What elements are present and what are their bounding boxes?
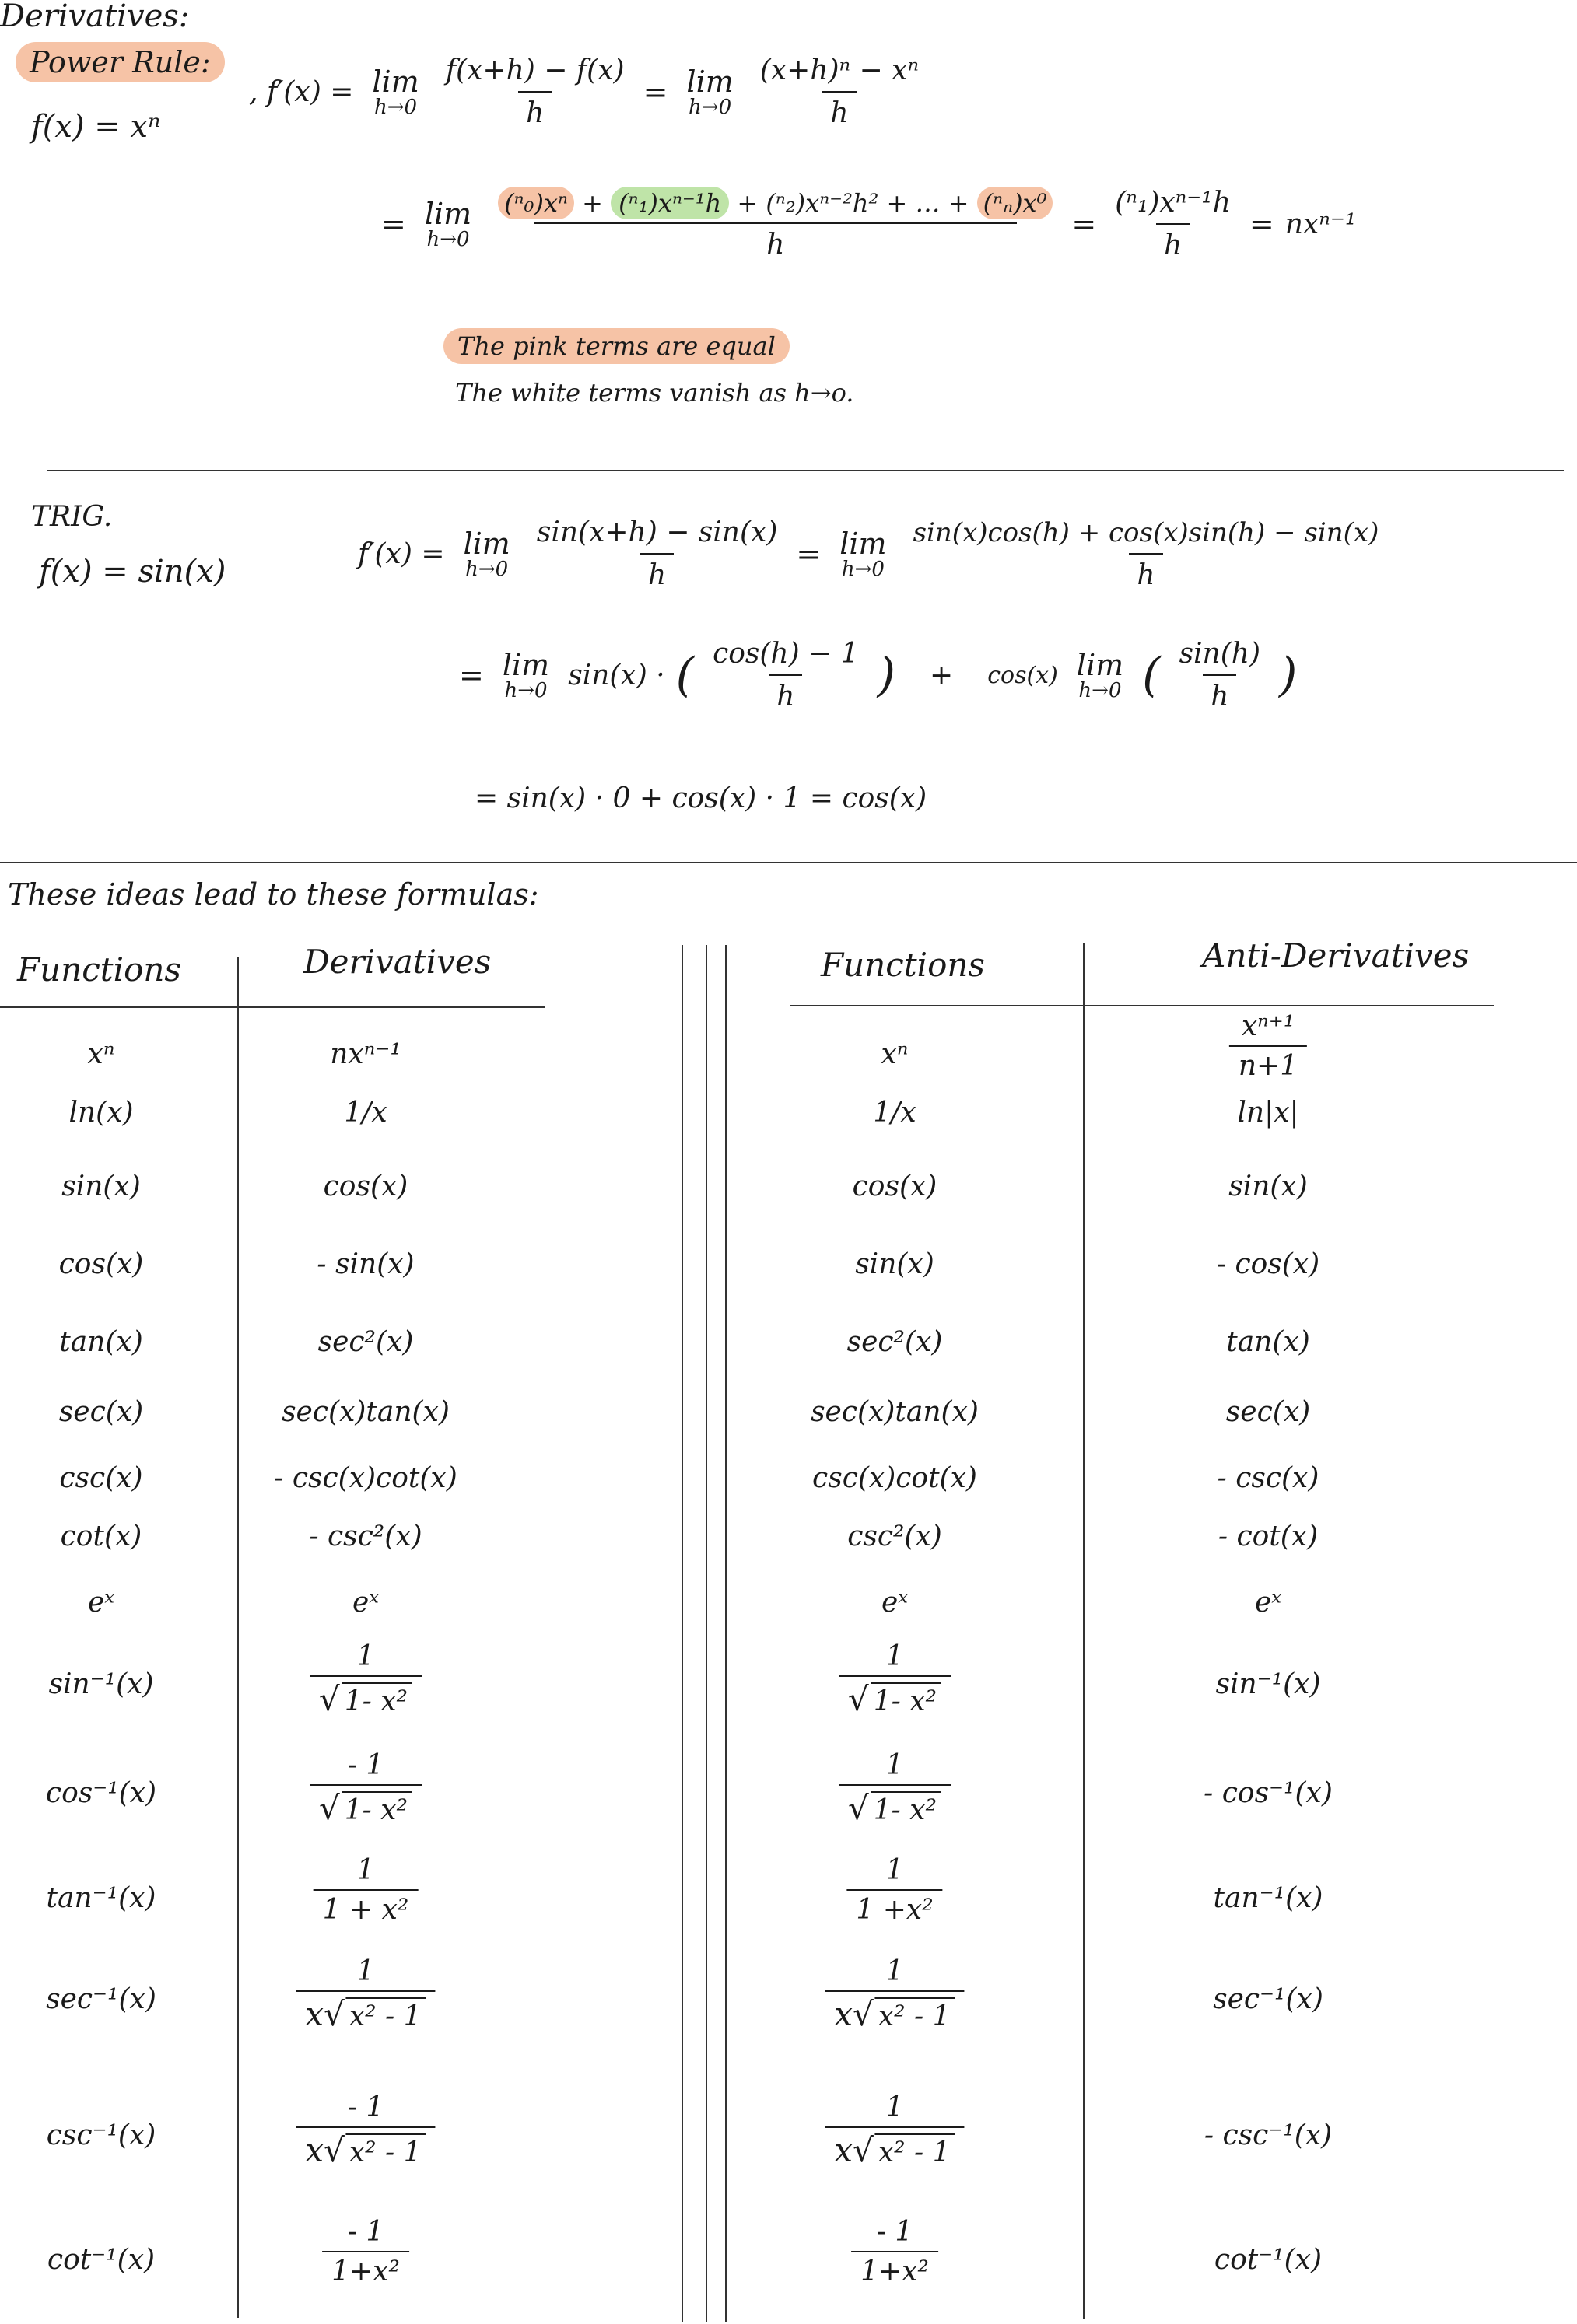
pink-term-2: (ⁿₙ)x⁰	[977, 187, 1053, 219]
left-function-cell: xⁿ	[87, 1038, 115, 1070]
left-derivative-cell-fraction	[296, 2091, 435, 2169]
left-derivative-cell-numerator: 1	[356, 1640, 375, 1672]
right-function-cell-radicand: 1- x²	[871, 1791, 941, 1826]
right-antiderivative-cell: sin⁻¹(x)	[1215, 1668, 1321, 1700]
left-derivative-cell-fraction	[310, 1640, 422, 1718]
left-function-cell: cot(x)	[60, 1521, 142, 1552]
limit-operator: lim h→0	[424, 197, 472, 251]
pink-term-1: (ⁿ₀)xⁿ	[498, 187, 574, 219]
left-derivative-cell-fraction	[314, 1854, 419, 1926]
limit-operator: lim h→0	[502, 648, 550, 702]
limit-operator: lim h→0	[839, 527, 887, 581]
right-antiderivative-cell: - csc⁻¹(x)	[1204, 2119, 1333, 2151]
left-derivative-cell-radicand: x² - 1	[346, 1997, 426, 2032]
left-column-rule	[237, 957, 239, 2318]
left-derivative-cell-radicand: x² - 1	[346, 2133, 426, 2168]
left-derivative-cell	[314, 1854, 419, 1926]
right-function-cell-denominator	[839, 1675, 951, 1718]
right-function-cell: csc(x)cot(x)	[812, 1462, 977, 1494]
right-antiderivative-cell	[1229, 1010, 1307, 1082]
trig-label: TRIG.	[31, 501, 113, 533]
left-derivative-cell: - sin(x)	[317, 1248, 415, 1280]
left-derivative-cell-numerator: 1	[356, 1854, 375, 1886]
right-function-cell	[839, 1749, 951, 1827]
sqrt-prefix: x√	[834, 2131, 874, 2169]
right-antiderivative-cell: sec(x)	[1225, 1396, 1311, 1428]
right-function-cell: 1/x	[873, 1097, 916, 1129]
right-function-cell-fraction	[846, 1854, 942, 1926]
left-derivative-cell-denominator	[310, 1784, 422, 1827]
right-function-cell: cos(x)	[852, 1171, 937, 1202]
white-term: (ⁿ₂)xⁿ⁻²h²	[766, 187, 879, 218]
right-antiderivative-cell: cot⁻¹(x)	[1214, 2244, 1323, 2276]
left-function-cell: sin(x)	[61, 1171, 141, 1202]
sqrt-prefix: x√	[305, 1995, 345, 2033]
left-derivative-cell-denominator	[296, 1990, 435, 2033]
left-header-rule	[0, 1006, 545, 1008]
sqrt-prefix: x√	[305, 2131, 345, 2169]
left-derivative-cell-numerator: 1	[356, 1955, 375, 1987]
right-function-cell-fraction	[825, 2091, 964, 2169]
sqrt-prefix: √	[847, 1789, 869, 1827]
right-function-cell-numerator: 1	[885, 1640, 904, 1672]
left-header-derivatives: Derivatives	[303, 943, 492, 981]
right-function-cell	[846, 1854, 942, 1926]
right-antiderivative-cell: - cos⁻¹(x)	[1204, 1777, 1333, 1809]
left-function-cell: tan⁻¹(x)	[46, 1882, 156, 1914]
binomial-expansion: = lim h→0 (ⁿ₀)xⁿ + (ⁿ₁)xⁿ⁻¹h + (ⁿ₂)xⁿ⁻²h² + … + (ⁿₙ)x⁰ h = $\frac{\text{(ⁿ₁)xⁿ⁻¹h}}{h}$ = nxⁿ⁻¹	[381, 187, 1357, 261]
left-function-cell: csc⁻¹(x)	[46, 2119, 156, 2151]
right-function-cell-fraction	[825, 1955, 964, 2033]
left-function-cell: ln(x)	[68, 1097, 134, 1129]
right-function-cell-denominator	[839, 1784, 951, 1827]
trig-result: = sin(x) · 0 + cos(x) · 1 = cos(x)	[475, 782, 927, 814]
center-rule	[706, 945, 707, 2322]
right-function-cell-denominator	[825, 1990, 964, 2033]
white-note: The white terms vanish as h→o.	[455, 378, 854, 408]
right-function-cell-radicand: x² - 1	[875, 1997, 955, 2032]
right-antiderivative-cell: tan(x)	[1226, 1326, 1310, 1358]
left-function-cell: eˣ	[87, 1587, 115, 1619]
right-function-cell: sec²(x)	[846, 1326, 943, 1358]
left-derivative-cell-radicand: 1- x²	[342, 1682, 412, 1717]
left-function-cell: cot⁻¹(x)	[47, 2244, 156, 2276]
divider	[47, 470, 1564, 471]
right-header-rule	[790, 1005, 1494, 1006]
reduced-quotient: $\frac{\text{(ⁿ₁)xⁿ⁻¹h}}{h}$	[1115, 187, 1231, 261]
right-function-cell: eˣ	[881, 1587, 909, 1619]
sqrt-prefix: √	[318, 1789, 340, 1827]
left-derivative-cell-fraction	[322, 2216, 409, 2287]
left-derivative-cell-numerator: - 1	[347, 1749, 384, 1781]
center-rule	[725, 945, 727, 2322]
trig-function: f(x) = sin(x)	[39, 554, 226, 590]
right-antiderivative-cell-fraction	[1229, 1010, 1307, 1082]
right-function-cell-fraction	[839, 1640, 951, 1718]
left-derivative-cell: 1/x	[344, 1097, 387, 1129]
limit-operator: lim h→0	[686, 65, 734, 119]
left-derivative-cell: eˣ	[352, 1587, 380, 1619]
right-antiderivative-cell-numerator: xⁿ⁺¹	[1241, 1010, 1295, 1042]
right-antiderivative-cell: sec⁻¹(x)	[1213, 1983, 1323, 2015]
right-antiderivative-cell: - cot(x)	[1218, 1521, 1319, 1552]
right-antiderivative-cell: tan⁻¹(x)	[1213, 1882, 1323, 1914]
left-derivative-cell: cos(x)	[323, 1171, 408, 1202]
left-derivative-cell: - csc²(x)	[309, 1521, 422, 1552]
left-derivative-cell-fraction	[296, 1955, 435, 2033]
left-derivative-cell	[310, 1749, 422, 1827]
power-rule-result: nxⁿ⁻¹	[1284, 208, 1357, 240]
limit-operator: lim h→0	[372, 65, 419, 119]
power-rule-label-text: Power Rule:	[16, 42, 225, 82]
left-function-cell: tan(x)	[59, 1326, 143, 1358]
right-function-cell-denominator	[825, 2126, 964, 2169]
left-derivative-cell-numerator: - 1	[347, 2216, 384, 2248]
left-function-cell: cos(x)	[58, 1248, 144, 1280]
right-function-cell-denominator: 1 +x²	[846, 1889, 942, 1926]
binomial-quotient: (ⁿ₀)xⁿ + (ⁿ₁)xⁿ⁻¹h + (ⁿ₂)xⁿ⁻²h² + … + (ⁿₙ)x⁰ h	[490, 188, 1060, 261]
right-function-cell	[851, 2216, 938, 2287]
right-function-cell	[839, 1640, 951, 1718]
power-rule-function: f(x) = xⁿ	[31, 109, 161, 145]
right-function-cell-fraction	[851, 2216, 938, 2287]
left-derivative-cell-numerator: - 1	[347, 2091, 384, 2123]
left-derivative-cell-denominator	[310, 1675, 422, 1718]
left-derivative-cell	[310, 1640, 422, 1718]
right-function-cell: sec(x)tan(x)	[811, 1396, 979, 1428]
right-function-cell-denominator: 1+x²	[851, 2251, 938, 2287]
left-derivative-cell-fraction	[310, 1749, 422, 1827]
right-function-cell-radicand: x² - 1	[875, 2133, 955, 2168]
right-column-rule	[1083, 943, 1085, 2319]
sine-expanded-quotient: $\frac{\sin(x)\cos(h) + \cos(x)\sin(h) - \sin(x)}{h}$	[913, 516, 1379, 591]
divider	[0, 862, 1577, 863]
left-function-cell: sec(x)	[58, 1396, 144, 1428]
right-function-cell	[825, 2091, 964, 2169]
right-function-cell-numerator: 1	[885, 1749, 904, 1781]
limit-operator: lim h→0	[463, 527, 510, 581]
right-antiderivative-cell: - csc(x)	[1217, 1462, 1319, 1494]
left-derivative-cell	[322, 2216, 409, 2287]
left-derivative-cell: sec(x)tan(x)	[282, 1396, 450, 1428]
right-function-cell: sin(x)	[855, 1248, 934, 1280]
right-function-cell	[825, 1955, 964, 2033]
page-title: Derivatives:	[0, 0, 190, 34]
difference-quotient: $\frac{f(x+h) - f(x)}{h}$	[445, 54, 625, 129]
right-antiderivative-cell: ln|x|	[1237, 1097, 1299, 1129]
left-derivative-cell: sec²(x)	[317, 1326, 414, 1358]
left-derivative-cell-denominator	[296, 2126, 435, 2169]
left-derivative-cell: nxⁿ⁻¹	[330, 1038, 401, 1070]
left-derivative-cell	[296, 2091, 435, 2169]
left-header-functions: Functions	[17, 950, 181, 989]
intro-text: These ideas lead to these formulas:	[8, 877, 539, 912]
right-header-functions: Functions	[821, 946, 985, 984]
right-function-cell-radicand: 1- x²	[871, 1682, 941, 1717]
left-derivative-cell-denominator: 1+x²	[322, 2251, 409, 2287]
sine-difference-quotient: $\frac{\sin(x+h) - \sin(x)}{h}$	[536, 516, 778, 591]
trig-definition: f′(x) = lim h→0 $\frac{\sin(x+h) - \sin(x)}{h}$ = lim h→0 $\frac{\sin(x)\cos(h) + \cos(x)\sin(h) - \sin(x)}{h}$	[358, 516, 1386, 591]
right-antiderivative-cell: - cos(x)	[1216, 1248, 1320, 1280]
green-term: (ⁿ₁)xⁿ⁻¹h	[611, 187, 729, 219]
right-function-cell-numerator: - 1	[876, 2216, 913, 2248]
pink-note: The pink terms are equal	[443, 331, 790, 361]
right-antiderivative-cell-denominator: n+1	[1229, 1045, 1307, 1082]
right-function-cell-numerator: 1	[885, 1854, 904, 1886]
right-antiderivative-cell: eˣ	[1254, 1587, 1282, 1619]
expanded-quotient: $\frac{\text{(x+h)ⁿ − xⁿ}}{h}$	[759, 54, 920, 129]
right-function-cell-fraction	[839, 1749, 951, 1827]
right-function-cell: xⁿ	[881, 1038, 909, 1070]
limit-operator: lim h→0	[1076, 648, 1124, 702]
right-antiderivative-cell: sin(x)	[1228, 1171, 1308, 1202]
left-derivative-cell	[296, 1955, 435, 2033]
center-rule	[682, 945, 683, 2322]
left-function-cell: csc(x)	[59, 1462, 143, 1494]
right-function-cell-numerator: 1	[885, 1955, 904, 1987]
left-derivative-cell: - csc(x)cot(x)	[274, 1462, 457, 1494]
left-function-cell: sin⁻¹(x)	[48, 1668, 154, 1700]
sqrt-prefix: x√	[834, 1995, 874, 2033]
sqrt-prefix: √	[318, 1680, 340, 1718]
cosine-limit-quotient: $\frac{\cos(h) - 1}{h}$	[713, 638, 859, 712]
sine-limit-quotient: $\frac{\sin(h)}{h}$	[1179, 638, 1261, 712]
left-derivative-cell-denominator: 1 + x²	[314, 1889, 419, 1926]
left-function-cell: cos⁻¹(x)	[45, 1777, 157, 1809]
derivative-lhs: , f′(x) =	[249, 75, 354, 108]
right-function-cell-numerator: 1	[885, 2091, 904, 2123]
power-rule-label	[16, 45, 225, 79]
trig-split-limits: = lim h→0 sin(x) · ( $\frac{\cos(h) - 1}{h}$ ) + cos(x) lim h→0 ( $\frac{\sin(h)}{h}$ )	[459, 638, 1298, 712]
right-function-cell: csc²(x)	[847, 1521, 942, 1552]
right-header-antiderivatives: Anti-Derivatives	[1202, 936, 1470, 975]
power-rule-definition: , f′(x) = lim h→0 $\frac{f(x+h) - f(x)}{h}$ = lim h→0 $\frac{\text{(x+h)ⁿ − xⁿ}}{h}$	[249, 54, 927, 129]
sqrt-prefix: √	[847, 1680, 869, 1718]
left-function-cell: sec⁻¹(x)	[46, 1983, 156, 2015]
left-derivative-cell-radicand: 1- x²	[342, 1791, 412, 1826]
